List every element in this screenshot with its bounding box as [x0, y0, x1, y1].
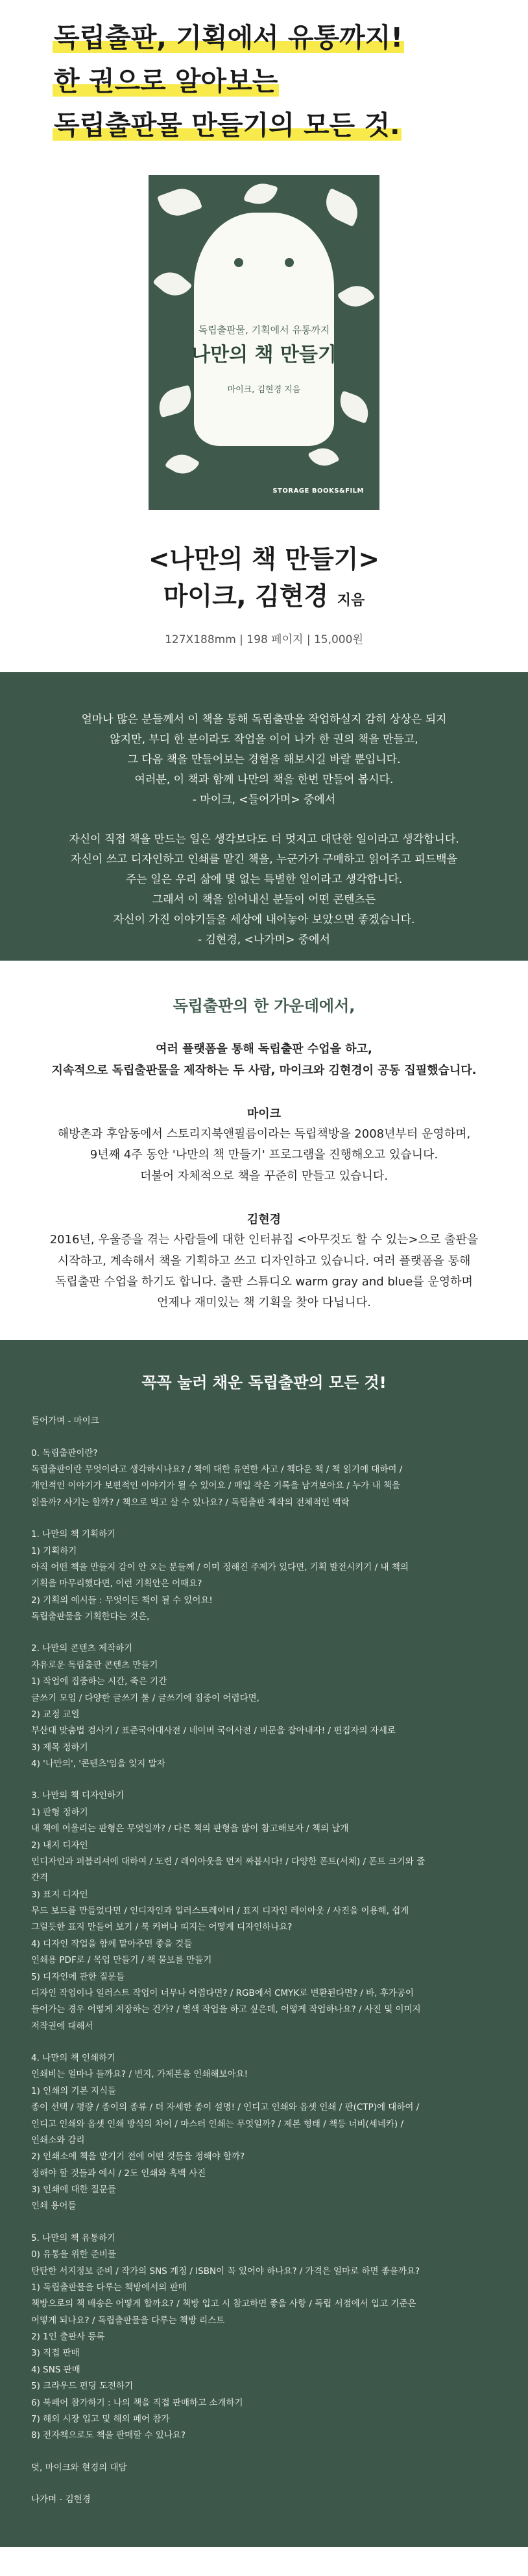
- toc-line: 1) 판형 정하기: [31, 1807, 88, 1818]
- toc-line: 3) 인쇄에 대한 질문들: [31, 2184, 117, 2195]
- toc-line: 디자인 작업이나 일러스트 작업이 너무나 어렵다면? / RGB에서 CMYK로 변환된다면? / 바, 후가공이: [31, 1987, 414, 1998]
- toc-line: 자유로운 독립출판 콘텐츠 만들기: [31, 1659, 158, 1670]
- toc-line: 3) 제목 정하기: [31, 1742, 88, 1753]
- quote-line: 자신이 가진 이야기들을 세상에 내어놓아 보았으면 좋겠습니다.: [113, 913, 415, 926]
- flying-book-icon: [157, 183, 202, 221]
- toc-line: 나가며 - 김현경: [31, 2494, 91, 2505]
- toc-heading: 꼭꼭 눌러 채운 독립출판의 모든 것!: [141, 1374, 387, 1392]
- headline: [53, 19, 404, 150]
- book-authors: 마이크, 김현경 지음: [163, 581, 365, 611]
- flying-book-icon: [165, 448, 200, 480]
- cover-publisher-logo: STORAGE BOOKS&FILM: [272, 487, 364, 495]
- toc-line: 독립출판이란 무엇이라고 생각하시나요? / 책에 대한 유연한 사고 / 책다운 책 / 책 읽기에 대하여 /: [31, 1464, 403, 1475]
- toc-line: 4) 디자인 작업을 함께 맡아주면 좋을 것들: [31, 1938, 193, 1949]
- intro-heading: 독립출판의 한 가운데에서,: [173, 997, 355, 1016]
- toc-line: 탄탄한 서지정보 준비 / 작가의 SNS 계정 / ISBN이 꼭 있어야 하나요? / 가격은 얼마로 하면 좋을까요?: [31, 2266, 420, 2277]
- table-of-contents: [0, 1340, 528, 2547]
- quote-line: 않지만, 부디 한 분이라도 작업을 이어 나가 한 권의 책을 만들고,: [110, 733, 418, 747]
- toc-line: 6) 북페어 참가하기 : 나의 책을 직접 판매하고 소개하기: [31, 2397, 243, 2408]
- toc-line: 부산대 맞춤법 검사기 / 표준국어대사전 / 네이버 국어사전 / 비문을 잡아내자! / 편집자의 자세로: [31, 1726, 396, 1737]
- bear-eye: [285, 258, 294, 267]
- author-intro-section: [0, 961, 528, 1340]
- quote-line: 자신이 직접 책을 만드는 일은 생각보다도 더 멋지고 대단한 일이라고 생각합니다.: [69, 832, 459, 846]
- headline-line-2: 한 권으로 알아보는: [53, 65, 278, 97]
- quote-section: [0, 672, 528, 961]
- author-bio-line: 9년째 4주 동안 '나만의 책 만들기' 프로그램을 진행해오고 있습니다.: [90, 1148, 438, 1162]
- toc-line: 3. 나만의 책 디자인하기: [31, 1790, 125, 1801]
- toc-line: 0. 독립출판이란?: [31, 1447, 98, 1458]
- toc-line: 종이 선택 / 평량 / 종이의 종류 / 더 자세한 종이 설명! / 인디고 인쇄와 옵셋 인쇄 / 판(CTP)에 대하여 /: [31, 2102, 420, 2113]
- quote-line: 그 다음 책을 만들어보는 경험을 해보시길 바랄 뿐입니다.: [127, 753, 401, 767]
- author-bio-line: 2016년, 우울증을 겪는 사람들에 대한 인터뷰집 <아무것도 할 수 있는>으로 출판을: [49, 1233, 479, 1247]
- toc-line: 5) 디자인에 관한 질문들: [31, 1971, 125, 1982]
- author-bio-line: 시작하고, 계속해서 책을 기획하고 쓰고 디자인하고 있습니다. 여러 플랫폼을 통해: [57, 1254, 471, 1268]
- flying-book-icon: [308, 443, 340, 471]
- author-name-mike: 마이크: [246, 1107, 282, 1121]
- toc-line: 인쇄 용어들: [31, 2201, 77, 2212]
- book-title: <나만의 책 만들기>: [148, 545, 380, 575]
- toc-line: 0) 유통을 위한 준비물: [31, 2249, 117, 2260]
- toc-line: 8) 전자책으로도 책을 판매할 수 있나요?: [31, 2430, 186, 2441]
- flying-book-icon: [243, 180, 278, 209]
- toc-line: 2) 내지 디자인: [31, 1840, 88, 1851]
- author-bio-line: 해방촌과 후암동에서 스토리지북앤필름이라는 독립책방을 2008년부터 운영하며,: [57, 1127, 471, 1142]
- toc-line: 5) 크라우드 펀딩 도전하기: [31, 2381, 134, 2392]
- author-bio-line: 언제나 재미있는 책 기획을 찾아 다닙니다.: [157, 1296, 371, 1310]
- toc-line: 무드 보드를 만들었다면 / 인디자인과 일러스트레이터 / 표지 디자인 레이아웃 / 사진을 이용해, 쉽게: [31, 1906, 409, 1917]
- toc-line: 인디고 인쇄와 옵셋 인쇄 방식의 차이 / 마스터 인쇄는 무엇일까? / 제본 형태 / 책등 너비(세네카) /: [31, 2118, 404, 2129]
- toc-line: 내 책에 어울리는 판형은 무엇일까? / 다른 책의 판형을 많이 참고해보자 / 책의 날개: [31, 1823, 349, 1834]
- toc-line: 4. 나만의 책 인쇄하기: [31, 2053, 116, 2064]
- cover-title: 나만의 책 만들기: [191, 344, 337, 367]
- toc-line: 3) 표지 디자인: [31, 1889, 88, 1900]
- flying-book-icon: [337, 279, 376, 313]
- quote-attribution: - 김현경, <나가며> 중에서: [197, 933, 331, 946]
- toc-line: 글쓰기 모임 / 다양한 글쓰기 툴 / 글쓰기에 집중이 어렵다면,: [31, 1692, 259, 1704]
- toc-line: 2) 1인 출판사 등록: [31, 2332, 105, 2343]
- toc-line: 인쇄용 PDF로 / 목업 만들기 / 책 물보를 만들기: [31, 1955, 212, 1966]
- toc-line: 5. 나만의 책 유통하기: [31, 2232, 116, 2243]
- flying-book-icon: [320, 188, 364, 227]
- toc-line: 책방으로의 책 배송은 어떻게 할까요? / 책방 입고 시 참고하면 좋을 사항 / 독립 서점에서 입고 기준은: [31, 2299, 416, 2310]
- flying-book-icon: [335, 391, 373, 424]
- toc-line: 1) 인쇄의 기본 지식들: [31, 2085, 117, 2096]
- toc-line: 독립출판물을 기획한다는 것은,: [31, 1611, 150, 1622]
- toc-line: 정해야 할 것들과 예시 / 2도 인쇄와 흑백 사진: [31, 2168, 206, 2179]
- toc-line: 인디자인과 퍼블리셔에 대하여 / 도련 / 레이아웃을 먼저 짜봅시다! / 다양한 폰트(서체) / 폰트 크기와 줄: [31, 1856, 426, 1867]
- toc-line: 4) SNS 판매: [31, 2364, 80, 2375]
- cover-subtitle: 독립출판물, 기획에서 유통까지: [198, 324, 330, 336]
- toc-line: 1) 독립출판물을 다루는 책방에서의 판매: [31, 2282, 187, 2293]
- toc-line: 3) 직접 판매: [31, 2348, 80, 2359]
- quote-attribution: - 마이크, <들어가며> 중에서: [192, 793, 336, 807]
- book-spec: 127X188mm | 198 페이지 | 15,000원: [165, 633, 363, 647]
- quote-line: 자신이 쓰고 디자인하고 인쇄를 맡긴 책을, 누군가가 구매하고 읽어주고 피드백을: [71, 852, 457, 866]
- toc-body: [31, 1413, 497, 2508]
- headline-line-3: 독립출판물 만들기의 모든 것.: [53, 109, 400, 141]
- toc-line: 기획을 마무리했다면, 이런 기획안은 어때요?: [31, 1578, 202, 1589]
- hero-section: [0, 0, 528, 672]
- toc-line: 인쇄비는 얼마나 들까요? / 번지, 가제본을 인쇄해보아요!: [31, 2069, 248, 2080]
- toc-line: 2) 인쇄소에 책을 맡기기 전에 어떤 것들을 정해야 할까?: [31, 2151, 245, 2162]
- toc-line: 읽을까? 사기는 할까? / 책으로 먹고 살 수 있나요? / 독립출판 제작의 전체적인 맥락: [31, 1497, 350, 1508]
- quote-line: 얼마나 많은 분들께서 이 책을 통해 독립출판을 작업하실지 감히 상상은 되지: [81, 713, 447, 727]
- quote-line: 그래서 이 책을 읽어내신 분들이 어떤 콘텐츠든: [152, 893, 376, 906]
- toc-line: 덧, 마이크와 현경의 대담: [31, 2462, 127, 2473]
- toc-line: 1. 나만의 책 기획하기: [31, 1529, 116, 1540]
- toc-line: 아직 어떤 책을 만들지 감이 안 오는 분들께 / 이미 정해진 주제가 있다면, 기획 발전시키기 / 내 책의: [31, 1562, 409, 1573]
- toc-line: 들어가는 경우 어떻게 저장하는 건가? / 별색 작업을 하고 싶은데, 어떻게 작업하나요? / 사진 및 이미지: [31, 2004, 421, 2015]
- intro-lead: 지속적으로 독립출판물을 제작하는 두 사람, 마이크와 김현경이 공동 집필했습니다.: [51, 1063, 477, 1077]
- bear-eye: [234, 258, 243, 267]
- book-cover-image: [149, 175, 379, 510]
- toc-line: 저작권에 대해서: [31, 2020, 93, 2032]
- toc-line: 7) 해외 시장 입고 및 해외 페어 참가: [31, 2413, 170, 2424]
- quote-line: 여러분, 이 책과 함께 나만의 책을 한번 만들어 봅시다.: [134, 773, 394, 787]
- toc-line: 그럴듯한 표지 만들어 보기 / 북 커버나 띠지는 어떻게 디자인하나요?: [31, 1922, 293, 1933]
- quote-line: 주는 일은 우리 삶에 몇 없는 특별한 일이라고 생각합니다.: [125, 872, 403, 886]
- flying-book-icon: [152, 264, 192, 303]
- toc-line: 2) 교정 교열: [31, 1709, 80, 1720]
- toc-line: 2) 기획의 예시들 : 무엇이든 책이 될 수 있어요!: [31, 1595, 213, 1606]
- toc-line: 인쇄소와 감리: [31, 2135, 85, 2146]
- author-bio-line: 독립출판 수업을 하기도 합니다. 출판 스튜디오 warm gray and blue를 운영하며: [55, 1275, 473, 1289]
- toc-line: 어떻게 되나요? / 독립출판물을 다루는 책방 리스트: [31, 2315, 225, 2326]
- toc-line: 간격: [31, 1873, 49, 1884]
- author-bio-line: 더불어 자체적으로 책을 꾸준히 만들고 있습니다.: [139, 1169, 389, 1183]
- cover-author: 마이크, 김현경 지음: [227, 385, 301, 395]
- toc-line: 4) '나만의', '콘텐츠'임을 잊지 말자: [31, 1759, 165, 1770]
- toc-line: 1) 작업에 집중하는 시간, 죽은 기간: [31, 1676, 167, 1687]
- toc-line: 2. 나만의 콘텐츠 제작하기: [31, 1643, 133, 1654]
- intro-lead: 여러 플랫폼을 통해 독립출판 수업을 하고,: [156, 1042, 372, 1057]
- toc-line: 개인적인 이야기가 보편적인 이야기가 될 수 있어요 / 매일 작은 기록을 남겨보아요 / 누가 내 책을: [31, 1481, 401, 1492]
- headline-line-1: 독립출판, 기획에서 유통까지!: [53, 22, 403, 53]
- toc-line: 들어가며 - 마이크: [31, 1416, 99, 1427]
- toc-line: 1) 기획하기: [31, 1545, 77, 1556]
- author-name-kim: 김현경: [246, 1213, 282, 1227]
